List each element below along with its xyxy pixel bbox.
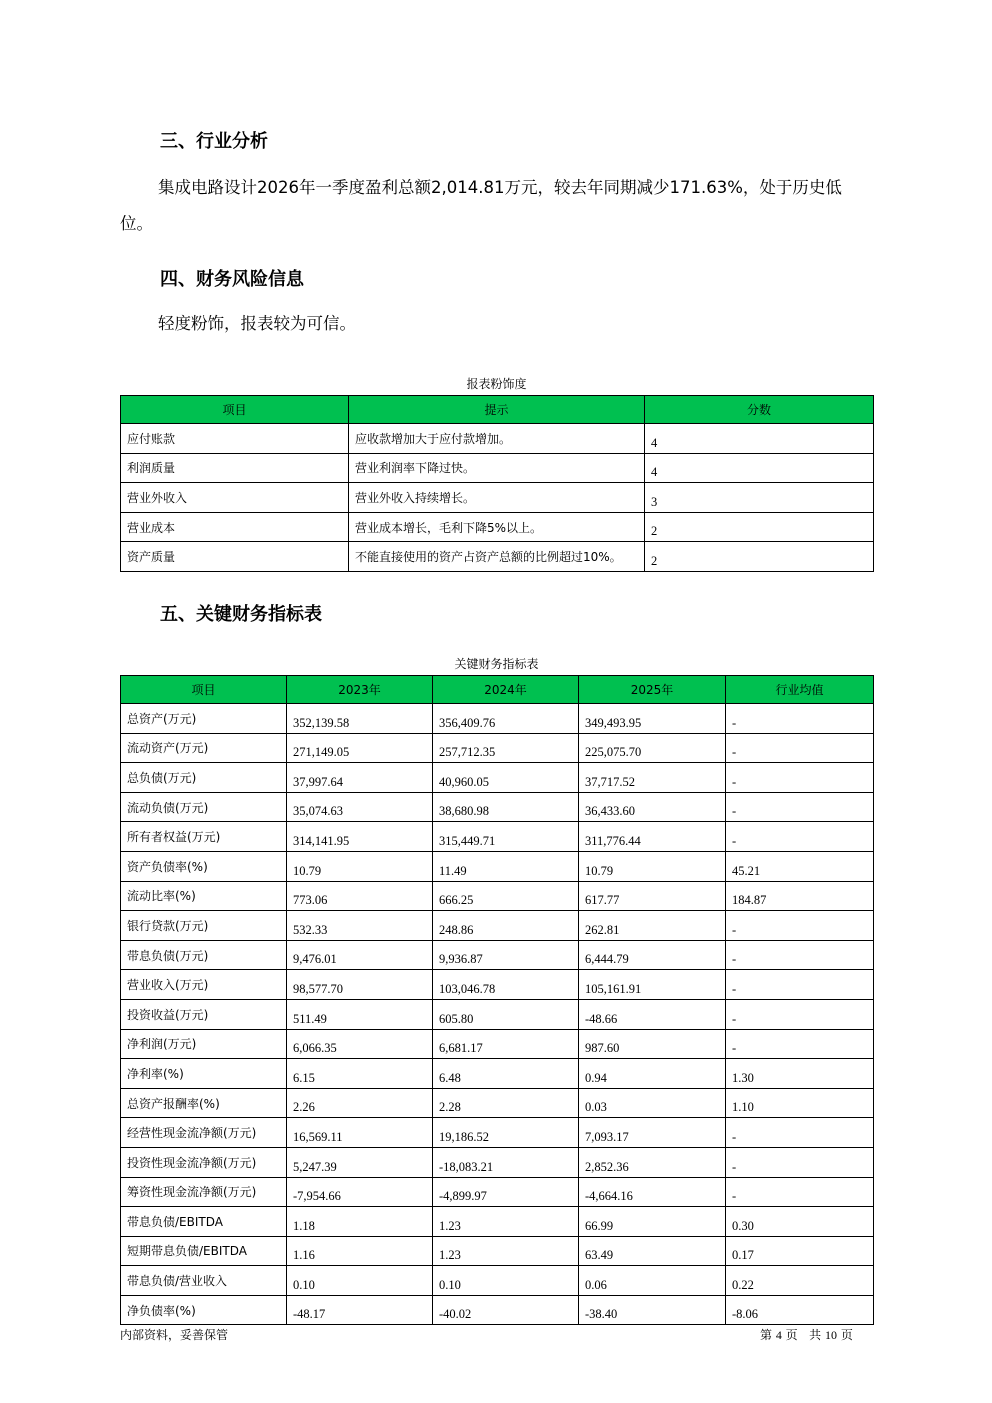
risk-table-cell: 不能直接使用的资产占资产总额的比例超过10%。 (349, 542, 645, 572)
kpi-table-row (121, 1059, 874, 1089)
page-number (760, 1326, 853, 1343)
risk-table-row (121, 453, 874, 483)
page-total: 10 (824, 1328, 837, 1342)
kpi-table-row (121, 1118, 874, 1148)
kpi-table-cell: 流动资产(万元) (121, 733, 287, 763)
kpi-table-cell: 37,997.64 (287, 763, 433, 793)
kpi-table-cell: 1.10 (726, 1088, 874, 1118)
kpi-table-cell: 净利率(%) (121, 1059, 287, 1089)
section-3-paragraph (120, 170, 873, 242)
kpi-table-cell: 0.22 (726, 1266, 874, 1296)
risk-table-cell: 利润质量 (121, 453, 349, 483)
kpi-table-row (121, 1177, 874, 1207)
risk-header-item: 项目 (121, 396, 349, 424)
kpi-table-cell: 1.30 (726, 1059, 874, 1089)
kpi-table-cell: 987.60 (579, 1029, 726, 1059)
kpi-table-cell: - (726, 999, 874, 1029)
risk-header-hint: 提示 (349, 396, 645, 424)
kpi-table-cell: - (726, 1147, 874, 1177)
kpi-table-cell: 10.79 (287, 851, 433, 881)
kpi-header-2023: 2023年 (287, 676, 433, 704)
kpi-table-cell: 16,569.11 (287, 1118, 433, 1148)
kpi-table-row (121, 1266, 874, 1296)
kpi-table-cell: 184.87 (726, 881, 874, 911)
risk-table-row (121, 542, 874, 572)
kpi-table-cell: 带息负债/营业收入 (121, 1266, 287, 1296)
kpi-table-cell: 银行贷款(万元) (121, 911, 287, 941)
kpi-table-cell: -7,954.66 (287, 1177, 433, 1207)
kpi-table-cell: - (726, 1118, 874, 1148)
kpi-table-row (121, 911, 874, 941)
section-5-heading: 五、关键财务指标表 (160, 604, 322, 625)
risk-table (120, 395, 874, 572)
kpi-table-row (121, 999, 874, 1029)
kpi-table-cell: 带息负债/EBITDA (121, 1207, 287, 1237)
kpi-table (120, 675, 874, 1325)
kpi-table-cell: 773.06 (287, 881, 433, 911)
risk-table-cell: 营业外收入 (121, 483, 349, 513)
kpi-table-cell: 1.23 (433, 1236, 579, 1266)
kpi-table-cell: 1.23 (433, 1207, 579, 1237)
kpi-table-cell: 271,149.05 (287, 733, 433, 763)
kpi-table-cell: - (726, 1177, 874, 1207)
kpi-table-cell: 66.99 (579, 1207, 726, 1237)
kpi-table-cell: 9,476.01 (287, 940, 433, 970)
kpi-table-cell: - (726, 733, 874, 763)
kpi-table-row (121, 1207, 874, 1237)
kpi-table-cell: 0.03 (579, 1088, 726, 1118)
risk-table-cell: 营业利润率下降过快。 (349, 453, 645, 483)
kpi-table-cell: 352,139.58 (287, 704, 433, 734)
kpi-table-cell: 11.49 (433, 851, 579, 881)
kpi-table-cell: -40.02 (433, 1295, 579, 1325)
footer-note: 内部资料，妥善保管 (120, 1328, 229, 1342)
kpi-table-cell: 营业收入(万元) (121, 970, 287, 1000)
section-4-paragraph (120, 306, 873, 342)
kpi-table-row (121, 1088, 874, 1118)
kpi-table-cell: - (726, 704, 874, 734)
risk-table-cell: 营业成本 (121, 512, 349, 542)
kpi-table-cell: 6.15 (287, 1059, 433, 1089)
kpi-table-cell: 流动比率(%) (121, 881, 287, 911)
section-4-text: 轻度粉饰，报表较为可信。 (158, 314, 356, 333)
page-unit: 页 (785, 1328, 798, 1342)
kpi-table-cell: 2.26 (287, 1088, 433, 1118)
kpi-table-cell: 净利润(万元) (121, 1029, 287, 1059)
kpi-table-cell: 短期带息负债/EBITDA (121, 1236, 287, 1266)
kpi-table-cell: -48.17 (287, 1295, 433, 1325)
kpi-table-cell: 40,960.05 (433, 763, 579, 793)
kpi-table-cell: 0.06 (579, 1266, 726, 1296)
kpi-table-row (121, 763, 874, 793)
kpi-table-cell: 0.10 (287, 1266, 433, 1296)
risk-table-cell: 3 (645, 483, 874, 513)
kpi-table-cell: 总资产报酬率(%) (121, 1088, 287, 1118)
kpi-table-row (121, 1029, 874, 1059)
risk-table-cell: 2 (645, 512, 874, 542)
kpi-table-cell: 所有者权益(万元) (121, 822, 287, 852)
risk-table-cell: 4 (645, 424, 874, 454)
kpi-table-cell: - (726, 1029, 874, 1059)
kpi-table-cell: 总资产(万元) (121, 704, 287, 734)
kpi-table-cell: 262.81 (579, 911, 726, 941)
kpi-table-row (121, 1236, 874, 1266)
kpi-table-cell: 1.16 (287, 1236, 433, 1266)
kpi-table-cell: 10.79 (579, 851, 726, 881)
kpi-table-cell: 38,680.98 (433, 792, 579, 822)
kpi-table-cell: 0.30 (726, 1207, 874, 1237)
kpi-table-cell: 36,433.60 (579, 792, 726, 822)
total-unit: 页 (840, 1328, 853, 1342)
kpi-table-row (121, 1295, 874, 1325)
kpi-table-cell: -38.40 (579, 1295, 726, 1325)
kpi-table-cell: 筹资性现金流净额(万元) (121, 1177, 287, 1207)
risk-table-row (121, 424, 874, 454)
kpi-table-cell: 605.80 (433, 999, 579, 1029)
kpi-table-cell: - (726, 792, 874, 822)
kpi-table-cell: 带息负债(万元) (121, 940, 287, 970)
kpi-table-row (121, 881, 874, 911)
risk-table-cell: 营业外收入持续增长。 (349, 483, 645, 513)
risk-table-row (121, 512, 874, 542)
kpi-table-cell: 经营性现金流净额(万元) (121, 1118, 287, 1148)
kpi-table-row (121, 733, 874, 763)
kpi-table-cell: -4,664.16 (579, 1177, 726, 1207)
kpi-table-cell: 105,161.91 (579, 970, 726, 1000)
kpi-table-cell: 资产负债率(%) (121, 851, 287, 881)
kpi-table-cell: 617.77 (579, 881, 726, 911)
risk-table-cell: 资产质量 (121, 542, 349, 572)
kpi-table-cell: 37,717.52 (579, 763, 726, 793)
kpi-table-cell: 流动负债(万元) (121, 792, 287, 822)
kpi-table-row (121, 704, 874, 734)
kpi-table-cell: -48.66 (579, 999, 726, 1029)
kpi-table-cell: 6,066.35 (287, 1029, 433, 1059)
kpi-header-2025: 2025年 (579, 676, 726, 704)
kpi-table-cell: 356,409.76 (433, 704, 579, 734)
risk-table-cell: 营业成本增长，毛利下降5%以上。 (349, 512, 645, 542)
kpi-table-cell: 9,936.87 (433, 940, 579, 970)
kpi-table-cell: 0.10 (433, 1266, 579, 1296)
risk-table-header-row (121, 396, 874, 424)
kpi-table-cell: 0.17 (726, 1236, 874, 1266)
kpi-table-cell: 1.18 (287, 1207, 433, 1237)
risk-header-score: 分数 (645, 396, 874, 424)
risk-table-cell: 4 (645, 453, 874, 483)
kpi-table-cell: 257,712.35 (433, 733, 579, 763)
kpi-table-cell: 103,046.78 (433, 970, 579, 1000)
kpi-table-cell: 2.28 (433, 1088, 579, 1118)
kpi-table-cell: 投资收益(万元) (121, 999, 287, 1029)
kpi-table-row (121, 970, 874, 1000)
kpi-table-cell: 666.25 (433, 881, 579, 911)
risk-table-cell: 2 (645, 542, 874, 572)
kpi-table-row (121, 851, 874, 881)
kpi-table-row (121, 792, 874, 822)
kpi-table-row (121, 940, 874, 970)
kpi-table-cell: 225,075.70 (579, 733, 726, 763)
page-current: 4 (775, 1328, 782, 1342)
kpi-header-2024: 2024年 (433, 676, 579, 704)
kpi-table-cell: 净负债率(%) (121, 1295, 287, 1325)
kpi-table-cell: 7,093.17 (579, 1118, 726, 1148)
kpi-table-cell: - (726, 911, 874, 941)
kpi-table-cell: 98,577.70 (287, 970, 433, 1000)
kpi-table-cell: 19,186.52 (433, 1118, 579, 1148)
kpi-table-cell: 314,141.95 (287, 822, 433, 852)
kpi-table-cell: 248.86 (433, 911, 579, 941)
kpi-table-cell: 35,074.63 (287, 792, 433, 822)
kpi-table-cell: - (726, 763, 874, 793)
section-4-heading: 四、财务风险信息 (160, 269, 304, 290)
risk-table-row (121, 483, 874, 513)
kpi-table-row (121, 1147, 874, 1177)
kpi-table-cell: -8.06 (726, 1295, 874, 1325)
kpi-table-cell: 45.21 (726, 851, 874, 881)
kpi-table-cell: 6.48 (433, 1059, 579, 1089)
kpi-table-cell: 投资性现金流净额(万元) (121, 1147, 287, 1177)
kpi-header-item: 项目 (121, 676, 287, 704)
kpi-table-cell: 2,852.36 (579, 1147, 726, 1177)
kpi-table-cell: 0.94 (579, 1059, 726, 1089)
kpi-table-caption: 关键财务指标表 (454, 657, 539, 671)
page-prefix: 第 (760, 1328, 773, 1342)
kpi-table-cell: - (726, 940, 874, 970)
kpi-table-header-row (121, 676, 874, 704)
risk-table-cell: 应付账款 (121, 424, 349, 454)
kpi-table-cell: -18,083.21 (433, 1147, 579, 1177)
total-prefix: 共 (809, 1328, 822, 1342)
section-3-text: 集成电路设计2026年一季度盈利总额2,014.81万元，较去年同期减少171.63%，处于历史低位。 (120, 178, 842, 233)
kpi-table-cell: 315,449.71 (433, 822, 579, 852)
kpi-table-cell: 349,493.95 (579, 704, 726, 734)
risk-table-caption: 报表粉饰度 (466, 377, 527, 391)
kpi-table-cell: - (726, 970, 874, 1000)
kpi-table-cell: 311,776.44 (579, 822, 726, 852)
kpi-header-industry-avg: 行业均值 (726, 676, 874, 704)
kpi-table-cell: 511.49 (287, 999, 433, 1029)
kpi-table-row (121, 822, 874, 852)
kpi-table-cell: -4,899.97 (433, 1177, 579, 1207)
section-3-heading: 三、行业分析 (160, 131, 268, 152)
risk-table-cell: 应收款增加大于应付款增加。 (349, 424, 645, 454)
kpi-table-cell: 6,444.79 (579, 940, 726, 970)
kpi-table-cell: - (726, 822, 874, 852)
kpi-table-cell: 6,681.17 (433, 1029, 579, 1059)
kpi-table-cell: 63.49 (579, 1236, 726, 1266)
kpi-table-cell: 532.33 (287, 911, 433, 941)
kpi-table-cell: 总负债(万元) (121, 763, 287, 793)
kpi-table-cell: 5,247.39 (287, 1147, 433, 1177)
